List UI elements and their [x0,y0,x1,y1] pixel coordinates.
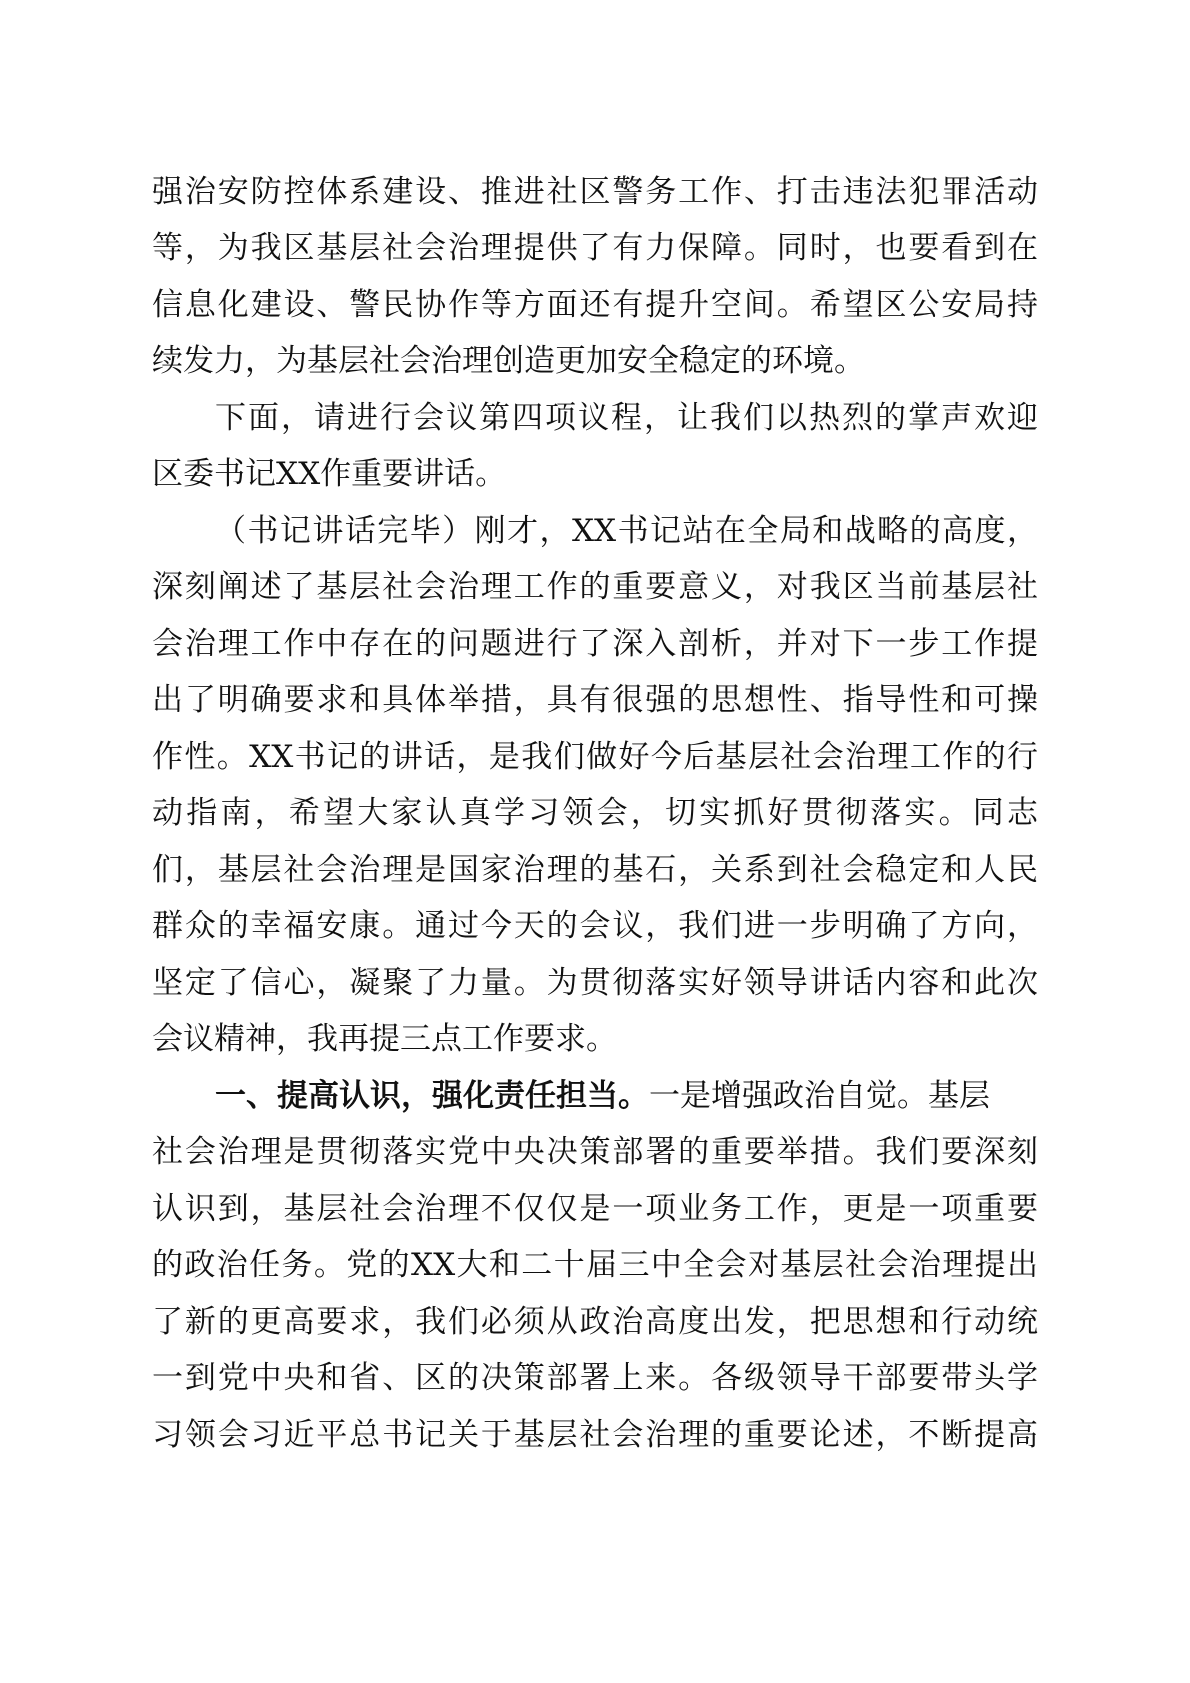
text-line: 深刻阐述了基层社会治理工作的重要意义，对我区当前基层社 [152,569,1038,605]
text-line: 区委书记XX作重要讲话。 [152,456,507,492]
heading-line-continuation: 一是增强政治自觉。基层 [649,1078,990,1114]
text-line: 习领会习近平总书记关于基层社会治理的重要论述，不断提高 [152,1417,1038,1453]
text-line: 下面，请进行会议第四项议程，让我们以热烈的掌声欢迎 [215,400,1038,436]
text-line: 续发力，为基层社会治理创造更加安全稳定的环境。 [152,343,865,379]
text-line: 作性。XX书记的讲话，是我们做好今后基层社会治理工作的行 [152,739,1038,775]
text-line: 的政治任务。党的XX大和二十届三中全会对基层社会治理提出 [152,1247,1038,1283]
text-line: 了新的更高要求，我们必须从政治高度出发，把思想和行动统 [152,1304,1038,1340]
text-line: 社会治理是贯彻落实党中央决策部署的重要举措。我们要深刻 [152,1134,1038,1170]
text-line: 等，为我区基层社会治理提供了有力保障。同时，也要看到在 [152,230,1038,266]
text-line: 一到党中央和省、区的决策部署上来。各级领导干部要带头学 [152,1360,1038,1396]
text-line: 出了明确要求和具体举措，具有很强的思想性、指导性和可操 [152,682,1038,718]
text-line: （书记讲话完毕）刚才，XX书记站在全局和战略的高度， [215,513,1038,549]
text-line: 群众的幸福安康。通过今天的会议，我们进一步明确了方向， [152,908,1038,944]
text-line: 动指南，希望大家认真学习领会，切实抓好贯彻落实。同志 [152,795,1038,831]
text-line: 会治理工作中存在的问题进行了深入剖析，并对下一步工作提 [152,626,1038,662]
heading-line [215,1076,1038,1116]
text-line: 会议精神，我再提三点工作要求。 [152,1021,617,1057]
text-line: 认识到，基层社会治理不仅仅是一项业务工作，更是一项重要 [152,1191,1038,1227]
text-line: 强治安防控体系建设、推进社区警务工作、打击违法犯罪活动 [152,174,1038,210]
text-line: 信息化建设、警民协作等方面还有提升空间。希望区公安局持 [152,287,1038,323]
text-line: 坚定了信心，凝聚了力量。为贯彻落实好领导讲话内容和此次 [152,965,1038,1001]
text-line: 们，基层社会治理是国家治理的基石，关系到社会稳定和人民 [152,852,1038,888]
section-heading: 一、提高认识，强化责任担当。 [215,1078,649,1114]
